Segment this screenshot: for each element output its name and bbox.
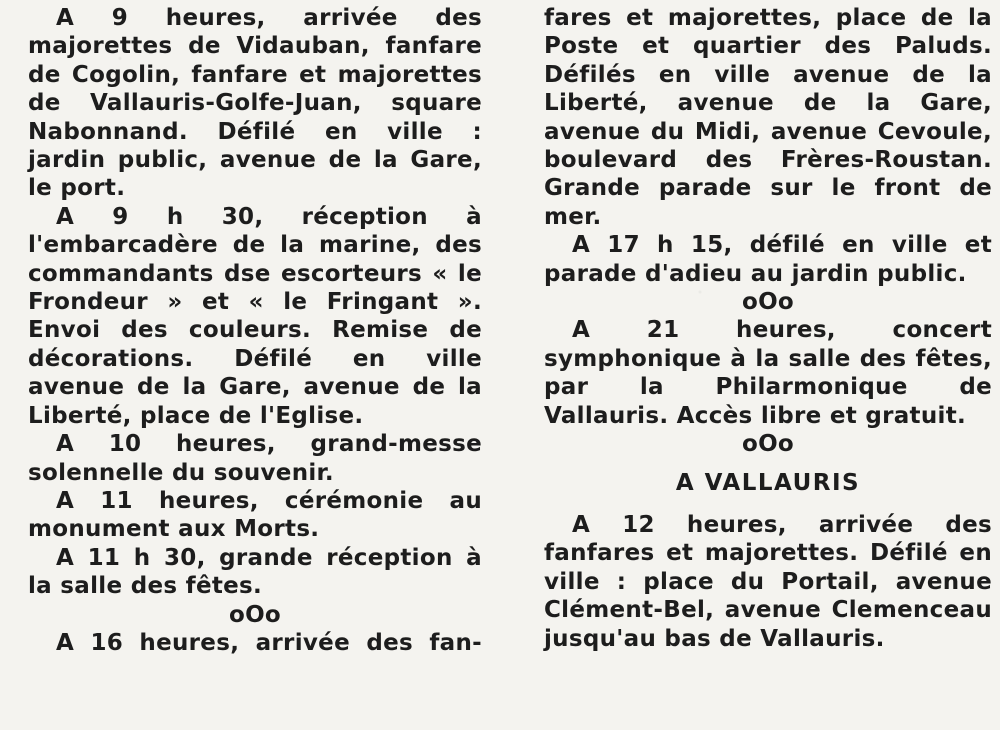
paragraph-21h-concert: A 21 heures, concert symphonique à la salle des fêtes, par la Philarmonique de Vallauris. Accès libre et gratuit.: [544, 317, 992, 429]
paragraph-9h-arrival: A 9 heures, arrivée des majorettes de Vidauban, fanfare de Cogolin, fanfare et majorettes de Vallauris-Golfe-Juan, square Nabonnand. Défilé en ville : jardin public, avenue de la Gare, le port.: [28, 5, 482, 202]
paragraph-11h30-reception: A 11 h 30, grande réception à la salle des fêtes.: [28, 544, 482, 600]
paragraph-11h-ceremony: A 11 heures, cérémonie au monument aux Morts.: [28, 487, 482, 543]
paragraph-16h-arrival: A 16 heures, arrivée des fan-: [56, 629, 482, 656]
section-heading-vallauris: A VALLAURIS: [675, 469, 861, 496]
left-column: [28, 4, 482, 657]
paragraph-12h-vallauris: A 12 heures, arrivée des fanfares et majorettes. Défilé en ville : place du Portail, avenue Clément-Bel, avenue Clemenceau jusqu'au bas de Vallauris.: [544, 511, 992, 652]
paragraph-17h15-parade: A 17 h 15, défilé en ville et parade d'adieu au jardin public.: [544, 232, 992, 287]
paragraph-10h-mass: A 10 heures, grand-messe solennelle du souvenir.: [28, 431, 482, 486]
separator: oOo: [228, 601, 282, 628]
separator: oOo: [741, 289, 795, 316]
paragraph-16h-continued: fares et majorettes, place de la Poste et quartier des Paluds. Défilés en ville avenue de la Liberté, avenue de la Gare, avenue du Midi, avenue Cevoule, boulevard des Frères-Roustan. Grande parade sur le front de mer.: [544, 5, 992, 230]
paragraph-9h30-reception: A 9 h 30, réception à l'embarcadère de la marine, des commandants dse escorteurs « le Frondeur » et « le Fringant ». Envoi des couleurs. Remise de décorations. Défilé en ville avenue de la Gare, avenue de la Liberté, place de l'Eglise.: [28, 203, 482, 429]
right-column: [544, 4, 992, 653]
separator: oOo: [741, 431, 795, 458]
